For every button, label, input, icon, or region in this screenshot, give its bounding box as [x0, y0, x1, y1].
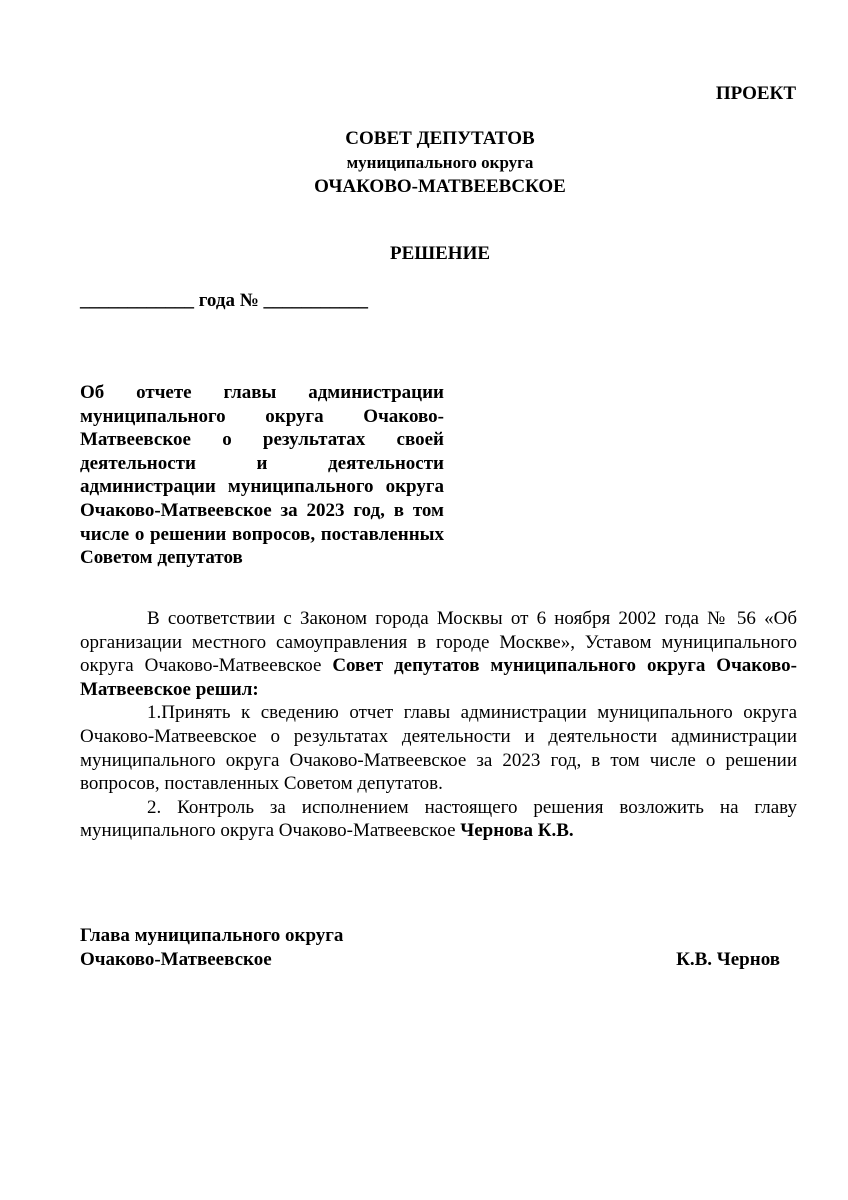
- preamble-resolution: Совет депутатов муниципального округа Очаково-Матвеевское решил:: [80, 655, 797, 700]
- decision-subject: Об отчете главы администрации муниципального округа Очаково-Матвеевское о результатах своей деятельности и деятельности администрации муниципального округа Очаково-Матвеевское за 2023 год, в том числе о решении вопросов, поставленных Советом депутатов: [80, 382, 444, 569]
- item-2-responsible: Чернова К.В.: [460, 820, 574, 842]
- body-paragraph-item-2: [80, 796, 797, 843]
- signature-title-line1: Глава муниципального округа: [80, 925, 344, 946]
- document-type: РЕШЕНИЕ: [389, 243, 491, 264]
- date-number-line: ____________ года № ___________: [80, 290, 369, 311]
- signature-row: [80, 948, 780, 972]
- header-council-title: СОВЕТ ДЕПУТАТОВ: [345, 128, 535, 149]
- body-paragraph-preamble: [80, 607, 797, 701]
- signature-name: К.В. Чернов: [676, 949, 780, 970]
- signature-block: [80, 924, 780, 972]
- header-district-name: ОЧАКОВО-МАТВЕЕВСКОЕ: [314, 176, 566, 197]
- document-body: [80, 607, 797, 843]
- preamble-text: В соответствии с Законом города Москвы от 6 ноября 2002 года № 56 «Об организации местного самоуправления в городе Москве», Уставом муниципального округа Очаково-Матвеевское: [80, 608, 797, 677]
- signature-title-line2: Очаково-Матвеевское: [80, 949, 272, 970]
- document-header: [0, 127, 848, 199]
- header-district-label: муниципального округа: [346, 153, 534, 172]
- body-paragraph-item-1: 1.Принять к сведению отчет главы администрации муниципального округа Очаково-Матвеевское о результатах деятельности и деятельности администрации муниципального округа Очаково-Матвеевское за 2023 год, в том числе о решении вопросов, поставленных Советом депутатов.: [80, 702, 797, 795]
- draft-stamp: ПРОЕКТ: [715, 83, 796, 104]
- item-2-text: 2. Контроль за исполнением настоящего решения возложить на главу муниципального округа Очаково-Матвеевское: [80, 796, 797, 842]
